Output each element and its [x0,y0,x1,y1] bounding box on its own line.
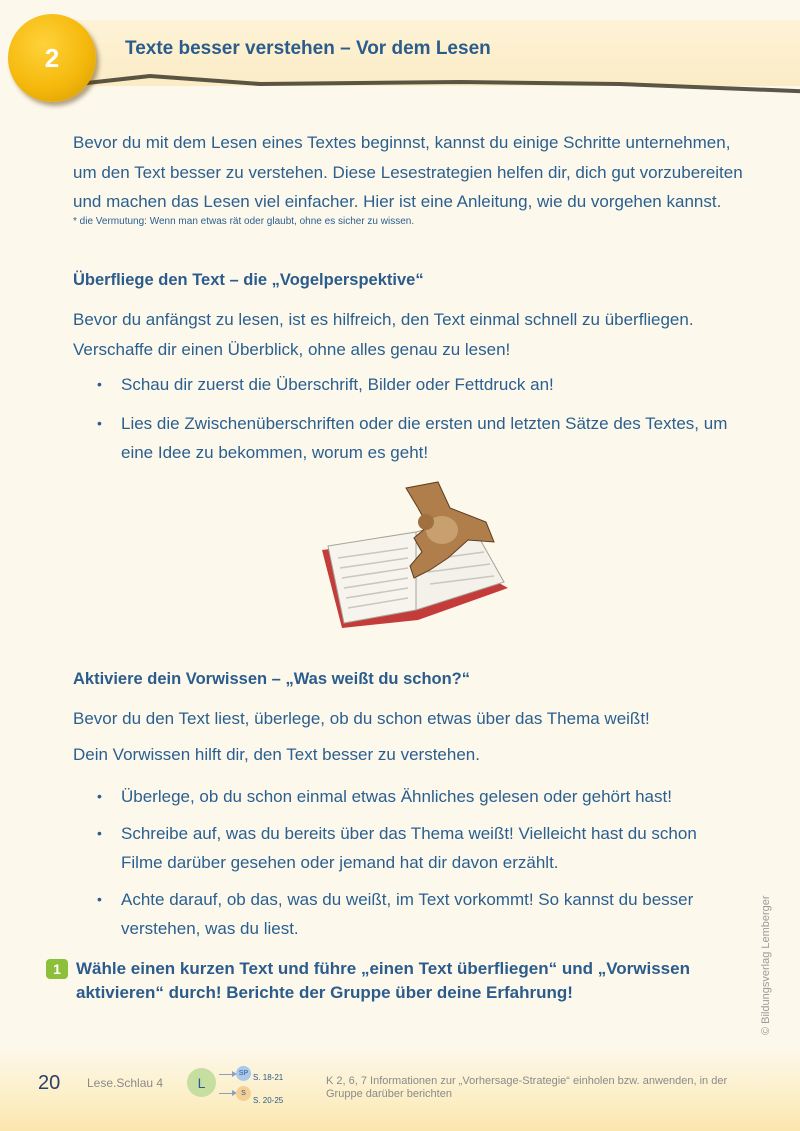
skim-bullet-list [73,370,753,468]
bullet-item: • Schreibe auf, was du bereits über das Thema weißt! Vielleicht hast du schon Filme darüber gesehen oder jemand hat dir davon erzählt. [73,819,741,878]
level-badge: L [187,1068,216,1097]
section-prior-knowledge-body-1: Bevor du den Text liest, überlege, ob du schon etwas über das Thema weißt! [73,709,650,728]
bird-over-book-illustration [318,478,518,638]
section-prior-knowledge [73,704,773,944]
sp-badge: SP [236,1066,251,1081]
task-text: Wähle einen kurzen Text und führe „einen Text überfliegen“ und „Vorwissen aktivieren“ durch! Berichte der Gruppe über deine Erfahrung! [76,959,690,1002]
competence-note: K 2, 6, 7 Informationen zur „Vorhersage-Strategie“ einholen bzw. anwenden, in der Gruppe darüber berichten [326,1075,728,1100]
page-title: Texte besser verstehen – Vor dem Lesen [125,38,491,59]
chapter-number: 2 [44,42,60,73]
page-number: 20 [38,1072,61,1094]
prior-knowledge-bullet-list [73,782,773,944]
book-name: Lese.Schlau 4 [87,1076,164,1090]
sp-pages: S. 18-21 [253,1073,284,1082]
header-underline [60,68,800,98]
intro-section [73,128,753,229]
section-heading-skim: Überfliege den Text – die „Vogelperspektive“ [73,271,424,289]
bullet-item: • Lies die Zwischenüberschriften oder die ersten und letzten Sätze des Textes, um eine Idee zu bekommen, worum es geht! [73,409,753,468]
task-1 [46,957,766,1005]
chapter-badge [8,14,96,102]
bullet-item: • Schau dir zuerst die Überschrift, Bilder oder Fettdruck an! [73,370,753,400]
section-skim [73,305,753,468]
footnote: * die Vermutung: Wenn man etwas rät oder glaubt, ohne es sicher zu wissen. [73,215,415,227]
arrow-icon [219,1093,233,1094]
s-pages: S. 20-25 [253,1096,284,1105]
task-number-badge: 1 [46,959,68,979]
copyright-notice: © Bildungsverlag Lemberger [760,895,772,1035]
section-skim-body: Bevor du anfängst zu lesen, ist es hilfreich, den Text einmal schnell zu überfliegen. Verschaffe dir einen Überblick, ohne alles genau zu lesen! [73,310,694,359]
section-prior-knowledge-body-2: Dein Vorwissen hilft dir, den Text besser zu verstehen. [73,744,480,764]
intro-paragraph: Bevor du mit dem Lesen eines Textes beginnst, kannst du einige Schritte unternehmen, um den Text besser zu verstehen. Diese Lesestrategien helfen dir, dich gut vorzubereiten und machen das Lesen viel einfacher. Hier ist eine Anleitung, wie du vorgehen kannst. [73,133,743,211]
bullet-item: • Überlege, ob du schon einmal etwas Ähnliches gelesen oder gehört hast! [73,782,773,812]
section-heading-prior-knowledge: Aktiviere dein Vorwissen – „Was weißt du schon?“ [73,670,471,688]
arrow-icon [219,1074,233,1075]
s-badge: S [236,1086,251,1101]
bullet-item: • Achte darauf, ob das, was du weißt, im Text vorkommt! So kannst du besser verstehen, was du liest. [73,885,741,944]
